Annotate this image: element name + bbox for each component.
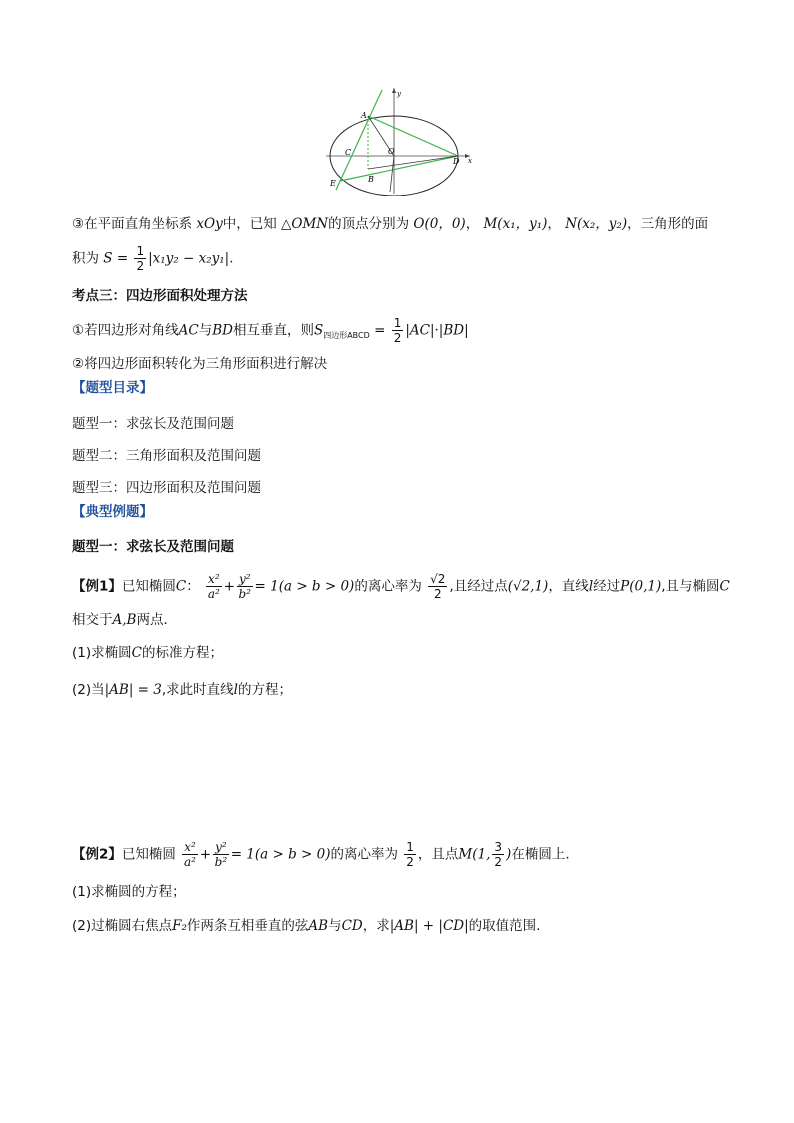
fraction-half: $\frac{1}{2}$ [136,244,145,273]
ex2-q2: (2)过椭圆右焦点F₂作两条互相垂直的弦AB与CD，求|AB| + |CD|的取值范围. [72,918,541,934]
line-ED [340,156,458,181]
quad2-line: ②将四边形面积转化为三角形面积进行解决 [72,356,328,372]
label-D: D [453,157,460,166]
item3-line1: ③在平面直角坐标系 xOy中，已知 △OMN的顶点分别为 O(0，0)， M(x₁，y₁)， N(x₂，y₂)，三角形的面 [72,216,709,232]
label-A: A [361,111,367,120]
line-AD [368,116,458,156]
type-item-3: 题型三：四边形面积及范围问题 [72,480,261,496]
type-item-2: 题型二：三角形面积及范围问题 [72,448,261,464]
ex1-line2: 相交于A,B两点． [72,612,177,628]
y-axis-arrow [392,88,396,93]
kaodian3-title: 考点三：四边形面积处理方法 [72,288,248,304]
ex2-q1: (1)求椭圆的方程； [72,884,186,900]
ellipse-figure [318,84,478,196]
line-OB [390,156,394,192]
ex1-q2: (2)当|AB| = 3,求此时直线l的方程； [72,682,292,698]
fraction-half-quad: $\frac{1}{2}$ [393,316,402,345]
ex1-q1: (1)求椭圆C的标准方程； [72,645,223,661]
label-E: E [330,179,336,188]
label-C: C [345,148,352,157]
ex2-line1: 【例2】已知椭圆 $\frac{\text{x²}}{\text{a²}}$ + $\frac{\text{y²}}{\text{b²}}$ = 1(a > b > 0)的离心率为 $\frac{1}{2}$ ，且点M(1, $\frac{3}{2}$ )在椭圆上. [72,840,570,869]
quad1-line: ①若四边形对角线AC与BD相互垂直，则$S_{四边形ABCD}$ = $\frac{1}{2}$ |AC|·|BD| [72,316,469,345]
label-B: B [368,175,374,184]
type1-heading: 题型一：求弦长及范围问题 [72,539,234,555]
line-AE [336,90,382,190]
type-item-1: 题型一：求弦长及范围问题 [72,416,234,432]
label-O: O [388,147,395,156]
label-x: x [468,157,472,165]
ex1-line1: 【例1】已知椭圆C： $\frac{\text{x²}}{\text{a²}}$ + $\frac{\text{y²}}{\text{b²}}$ = 1(a > b > 0)的离心率为 $\frac{√2}{2}$ ,且经过点(√2,1)，直线l经过P(0,1),且与椭圆C [72,572,730,601]
catalog-title: 【题型目录】 [72,380,153,396]
label-y: y [397,90,401,98]
item3-line2: 积为 S = $\frac{1}{2}$ |x₁y₂ − x₂y₁|. [72,244,234,273]
examples-title: 【典型例题】 [72,504,153,520]
line-BD [368,156,458,169]
